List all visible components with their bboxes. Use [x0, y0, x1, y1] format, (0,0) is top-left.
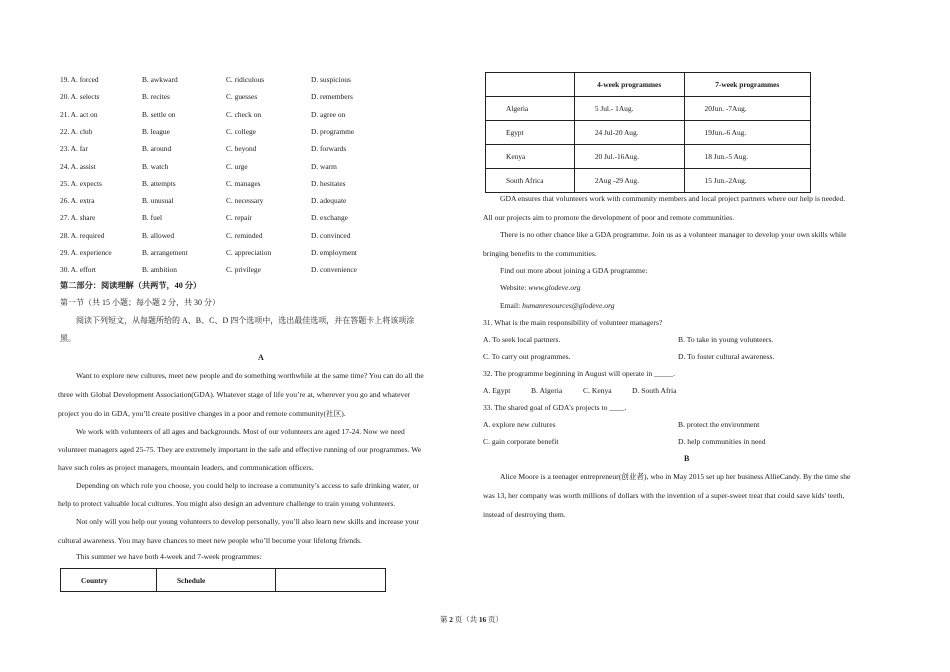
passage-line: There is no other chance like a GDA programme. Join us as a volunteer manager to develop your own skills while — [500, 230, 847, 239]
question-option-c: C. appreciation — [226, 248, 272, 257]
passage-a-title: A — [258, 353, 264, 362]
question-option-d: D. convenience — [311, 265, 357, 275]
question-option-b: B. league — [142, 126, 170, 136]
table-cell: South Africa — [486, 169, 575, 193]
question-option-a: 20. A. selects — [60, 92, 100, 102]
question-option-c: C. college — [226, 126, 256, 136]
passage-line: instead of destroying them. — [483, 510, 566, 519]
website-line — [500, 284, 581, 292]
question-option-c: C. guesses — [226, 92, 258, 102]
table-cell: 19Jun.-6 Aug. — [684, 121, 810, 145]
question-option-b: B. around — [142, 144, 172, 154]
footer-total-pages: 16 — [478, 615, 487, 624]
answer-option: D. South Afria — [632, 386, 677, 395]
question-option-b: B. allowed — [142, 230, 175, 240]
table-cell: 24 Jul-20 Aug. — [574, 121, 684, 145]
question-option-b: B. attempts — [142, 178, 176, 188]
passage-line: project you do in GDA, you’ll create positive changes in a poor and remote community(社区). — [58, 409, 346, 418]
question-option-d: D. adequate — [311, 196, 347, 206]
answer-option: D. To foster cultural awareness. — [678, 352, 775, 361]
question-option-a: 21. A. act on — [60, 109, 98, 119]
website-value: www.glodeve.org — [528, 283, 581, 292]
passage-line: Find out more about joining a GDA programme: — [500, 266, 648, 275]
passage-line: Not only will you help our young volunteers to develop personally, you’ll also learn new skills and increase your — [76, 517, 420, 526]
question-option-d: D. exchange — [311, 213, 348, 223]
footer-mid: 页（共 — [452, 615, 479, 624]
table-cell: 5 Jul.- 1Aug. — [574, 97, 684, 121]
passage-line: volunteer managers aged 25-75. They are extremely important in the safe and effective running of our programmes. We — [58, 445, 422, 454]
table-cell: Algeria — [486, 97, 575, 121]
schedule-table — [485, 72, 811, 193]
answer-option: A. To seek local partners. — [483, 335, 561, 344]
table-cell: 20Jun. -7Aug. — [684, 97, 810, 121]
question-option-d: D. programme — [311, 126, 355, 136]
question-option-b: B. settle on — [142, 109, 176, 119]
footer-prefix: 第 — [440, 615, 450, 624]
passage-line: This summer we have both 4-week and 7-week programmes: — [76, 552, 262, 561]
passage-line: All our projects aim to promote the development of poor and remote communities. — [483, 213, 735, 222]
question-option-c: C. check on — [226, 109, 262, 119]
question-option-a: 23. A. far — [60, 144, 88, 154]
passage-line: Depending on which role you choose, you could help to increase a community’s access to safe drinking water, or — [76, 481, 420, 490]
passage-line: help to protect valuable local cultures. You might also design an adventure challenge to train young volunteers. — [58, 499, 396, 508]
passage-line: cultural awareness. You may have chances to meet new people who’ll become your lifelong friends. — [58, 536, 362, 545]
question-option-d: D. warm — [311, 161, 337, 171]
passage-line: Want to explore new cultures, meet new people and do something worthwhile at the same time? You can do all the — [76, 371, 424, 380]
question-option-a: 29. A. experience — [60, 248, 112, 257]
passage-line: GDA ensures that volunteers work with community members and local project partners where our help is needed. — [500, 194, 846, 203]
question-option-c: C. necessary — [226, 196, 264, 206]
answer-option: B. Algeria — [531, 386, 563, 395]
question-option-c: C. repair — [226, 213, 252, 223]
table-header-cell: Country — [61, 569, 157, 592]
answer-option: C. gain corporate benefit — [483, 437, 559, 446]
table-header-cell — [275, 569, 385, 592]
footer-page-number: 2 — [449, 615, 453, 624]
instruction-line: 黑。 — [60, 334, 76, 343]
footer-suffix: 页） — [486, 615, 503, 624]
answer-option: B. To take in young volunteers. — [678, 335, 774, 344]
email-label: Email: — [500, 301, 523, 310]
website-label: Website: — [500, 283, 529, 292]
question-option-a: 22. A. club — [60, 126, 93, 136]
question-option-b: B. awkward — [142, 75, 178, 84]
passage-line: three with Global Development Association(GDA). Whatever stage of life you’re at, wherever you go and whatever — [58, 390, 411, 399]
table-cell: 2Aug -29 Aug. — [574, 169, 684, 193]
question-option-c: C. privilege — [226, 265, 261, 275]
question-option-d: D. agree on — [311, 109, 346, 119]
table-cell: Egypt — [486, 121, 575, 145]
table-cell: 20 Jul.-16Aug. — [574, 145, 684, 169]
question-stem: 33. The shared goal of GDA's projects to ____. — [483, 403, 627, 412]
table-header-cell: 4-week programmes — [574, 73, 684, 97]
question-option-a: 28. A. required — [60, 230, 105, 240]
question-option-c: C. urge — [226, 161, 248, 171]
answer-option: D. help communities in need — [678, 437, 766, 446]
answer-option: A. Egypt — [483, 386, 511, 395]
passage-line: was 13, her company was worth millions of dollars with the invention of a super-sweet treat that could save kids' teeth, — [483, 491, 845, 500]
table-cell: 18 Jun.-5 Aug. — [684, 145, 810, 169]
part2-heading: 第二部分：阅读理解（共两节，40 分） — [60, 281, 202, 290]
question-option-d: D. forwards — [311, 144, 347, 154]
question-option-a: 27. A. share — [60, 213, 96, 223]
question-option-d: D. employment — [311, 248, 357, 257]
question-option-a: 30. A. effort — [60, 265, 96, 275]
question-option-a: 19. A. forced — [60, 75, 99, 84]
passage-b-title: B — [684, 454, 690, 463]
table-cell: 15 Jun.-2Aug. — [684, 169, 810, 193]
question-option-a: 26. A. extra — [60, 196, 95, 206]
question-option-c: C. manages — [226, 178, 261, 188]
question-stem: 31. What is the main responsibility of volunteer managers? — [483, 318, 663, 327]
answer-option: B. protect the environment — [678, 420, 760, 429]
table-cell: Kenya — [486, 145, 575, 169]
question-option-c: C. ridiculous — [226, 75, 265, 84]
question-option-a: 24. A. assist — [60, 161, 96, 171]
question-option-d: D. remembers — [311, 92, 353, 102]
answer-option: A. explore new cultures — [483, 420, 556, 429]
question-option-b: B. watch — [142, 161, 169, 171]
passage-line: bringing benefits to the communities. — [483, 249, 597, 258]
page-footer — [440, 616, 503, 623]
question-option-b: B. arrangement — [142, 248, 188, 257]
answer-option: C. Kenya — [583, 386, 612, 395]
question-option-c: C. beyond — [226, 144, 257, 154]
question-stem: 32. The programme beginning in August will operate in _____. — [483, 369, 675, 378]
email-line — [500, 302, 615, 310]
table-header-cell: Schedule — [156, 569, 275, 592]
question-option-b: B. recites — [142, 92, 170, 102]
question-option-b: B. fuel — [142, 213, 163, 223]
passage-line: We work with volunteers of all ages and backgrounds. Most of our volunteers are aged 17-24. Now we need — [76, 427, 405, 436]
passage-line: have such roles as project managers, mountain leaders, and communication officers. — [58, 463, 314, 472]
schedule-table-header-left — [60, 568, 386, 592]
question-option-d: D. hesitates — [311, 178, 346, 188]
table-header-cell — [486, 73, 575, 97]
question-option-b: B. unusual — [142, 196, 174, 206]
email-value: humanresources@glodeve.org — [522, 301, 615, 310]
section1-heading: 第一节（共 15 小题；每小题 2 分，共 30 分） — [60, 298, 220, 307]
question-option-a: 25. A. expects — [60, 178, 102, 188]
passage-line: Alice Moore is a teenager entrepreneur(创业者), who in May 2015 set up her business AllieCandy. By the time she — [500, 472, 851, 481]
question-option-d: D. convinced — [311, 230, 351, 240]
question-option-b: B. ambition — [142, 265, 177, 275]
table-header-cell: 7-week programmes — [684, 73, 810, 97]
instruction-line: 阅读下列短文，从每题所给的 A、B、C、D 四个选项中，选出最佳选项，并在答题卡上将该项涂 — [76, 316, 415, 325]
question-option-d: D. suspicious — [311, 75, 351, 84]
answer-option: C. To carry out programmes. — [483, 352, 571, 361]
question-option-c: C. reminded — [226, 230, 263, 240]
